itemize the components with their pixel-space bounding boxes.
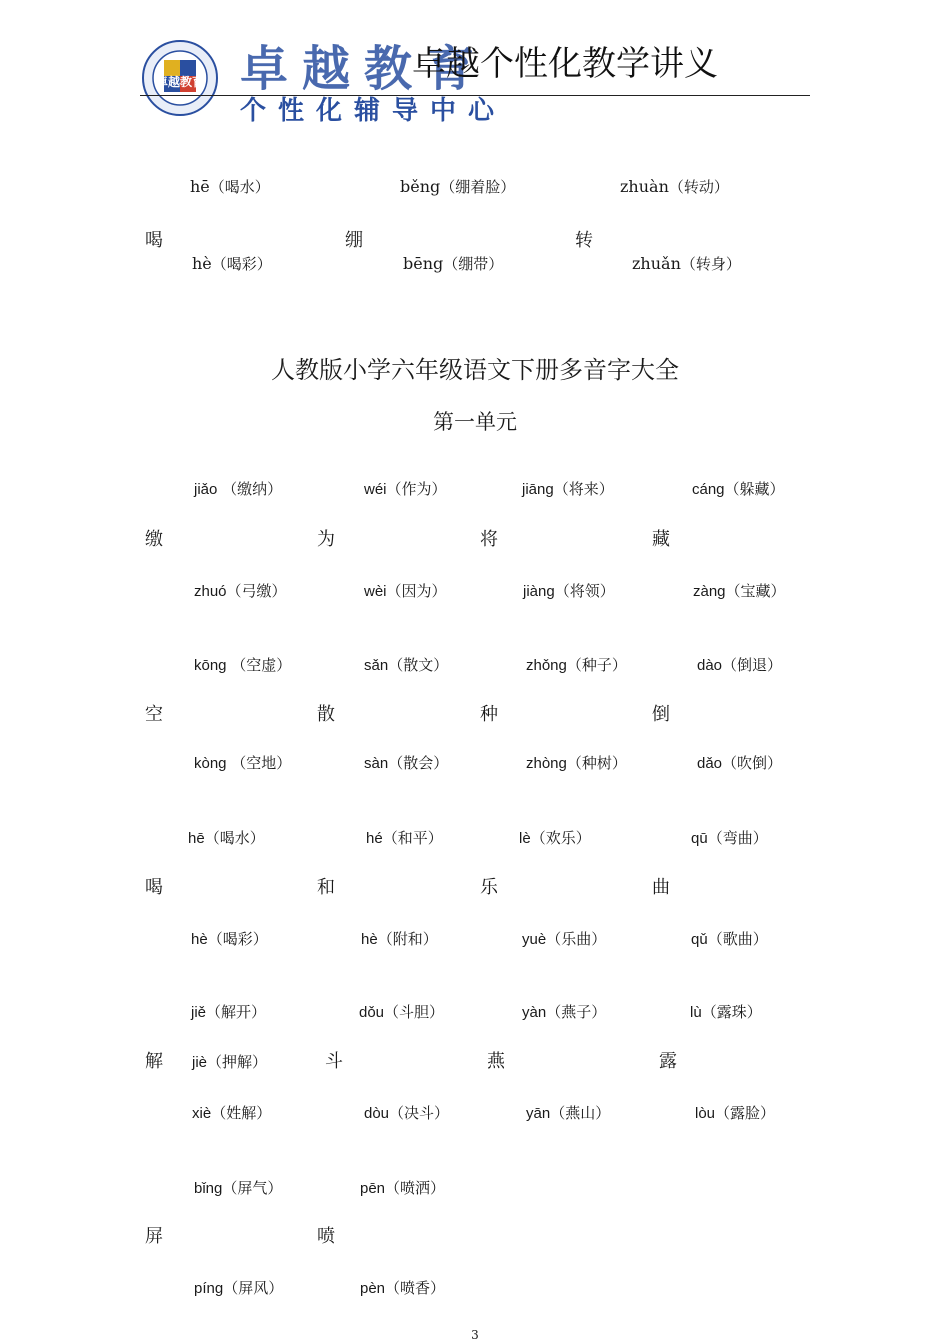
reading: zhuó（弓缴） [194,582,287,600]
reading: jiāng（将来） [522,480,614,498]
polyphonic-char: 喝 [145,877,163,898]
reading: dòu（决斗） [364,1104,450,1122]
reading: píng（屏风） [194,1279,284,1297]
reading: hè（喝彩） [192,254,272,273]
polyphonic-char: 燕 [487,1051,505,1072]
page-number: 3 [471,1328,479,1342]
reading: sǎn（散文） [364,656,449,674]
polyphonic-char: 藏 [652,529,670,550]
logo-seal-icon [140,38,220,118]
logo-text: 卓越教育 [240,41,489,97]
reading: kòng （空地） [194,754,292,772]
reading: qǔ（歌曲） [691,930,768,948]
polyphonic-char: 缴 [145,529,163,550]
reading: wéi（作为） [364,480,447,498]
polyphonic-char: 喝 [145,230,163,251]
reading: bēng（绷带） [403,254,504,273]
polyphonic-char: 屏 [145,1226,163,1247]
reading: lòu（露脸） [695,1104,776,1122]
header-title: 卓越个性化教学讲义 [412,44,718,84]
reading: sàn（散会） [364,754,449,772]
reading: dǎo（吹倒） [697,754,783,772]
reading: hè（附和） [361,930,438,948]
reading: jiě（解开） [191,1003,267,1021]
polyphonic-char: 曲 [652,877,670,898]
logo-subtitle: 个性化辅导中心 [240,96,507,126]
reading: hè（喝彩） [191,930,268,948]
reading: dǒu（斗胆） [359,1003,445,1021]
reading: hé（和平） [366,829,443,847]
polyphonic-char: 转 [575,230,593,251]
reading: yàn（燕子） [522,1003,607,1021]
reading: cáng（躲藏） [692,480,785,498]
unit-heading: 第一单元 [433,410,517,434]
reading: yān（燕山） [526,1104,611,1122]
reading: kōng （空虚） [194,656,292,674]
reading: jiàng（将领） [523,582,615,600]
polyphonic-char: 将 [480,529,498,550]
reading: jiǎo （缴纳） [194,480,283,498]
reading: jiè（押解） [192,1053,268,1071]
reading: lù（露珠） [690,1003,762,1021]
polyphonic-char: 解 [145,1051,163,1072]
polyphonic-char: 露 [659,1051,677,1072]
reading: dào（倒退） [697,656,783,674]
reading: pèn（喷香） [360,1279,446,1297]
reading: zhuǎn（转身） [632,254,741,273]
polyphonic-char: 空 [145,704,163,725]
reading: wèi（因为） [364,582,447,600]
reading: xiè（姓解） [192,1104,272,1122]
reading: zhòng（种树） [526,754,627,772]
polyphonic-char: 和 [317,877,335,898]
logo-seal-text: 卓越教育 [155,75,205,89]
reading: lè（欢乐） [519,829,591,847]
reading: pēn（喷洒） [360,1179,446,1197]
document-title: 人教版小学六年级语文下册多音字大全 [271,356,679,384]
polyphonic-char: 绷 [345,230,363,251]
reading: bǐng（屏气） [194,1179,283,1197]
reading: hē（喝水） [188,829,265,847]
reading: zàng（宝藏） [693,582,786,600]
polyphonic-char: 倒 [652,704,670,725]
header-divider [140,95,810,96]
polyphonic-char: 斗 [325,1051,343,1072]
polyphonic-char: 散 [317,704,335,725]
polyphonic-char: 喷 [317,1226,335,1247]
reading: zhǒng（种子） [526,656,627,674]
polyphonic-char: 种 [480,704,498,725]
reading: hē（喝水） [190,177,270,196]
reading: běng（绷着脸） [400,177,516,196]
polyphonic-char: 为 [317,529,335,550]
reading: zhuàn（转动） [620,177,729,196]
reading: yuè（乐曲） [522,930,607,948]
reading: qū（弯曲） [691,829,768,847]
polyphonic-char: 乐 [480,877,498,898]
